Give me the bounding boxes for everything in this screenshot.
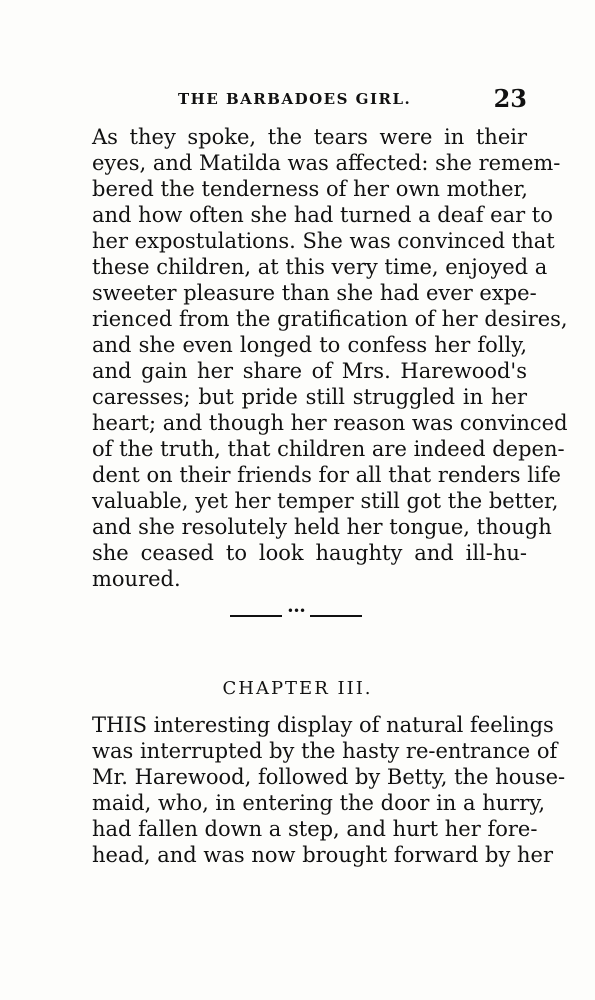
text-line: sweeter pleasure than she had ever expe- bbox=[92, 281, 537, 305]
text-line: caresses; but pride still struggled in her bbox=[92, 385, 527, 409]
ornament-dots: ••• bbox=[286, 604, 306, 618]
text-line: and how often she had turned a deaf ear to bbox=[92, 203, 553, 227]
text-line: heart; and though her reason was convinced bbox=[92, 411, 568, 435]
text-line: THIS interesting display of natural feelings bbox=[92, 713, 554, 737]
section-ornament bbox=[230, 604, 362, 622]
text-line: her expostulations. She was convinced that bbox=[92, 229, 555, 253]
text-line: head, and was now brought forward by her bbox=[92, 843, 554, 867]
text-line: and she resolutely held her tongue, though bbox=[92, 515, 552, 539]
text-line: valuable, yet her temper still got the better, bbox=[92, 489, 559, 513]
running-head bbox=[92, 84, 527, 116]
text-line: bered the tenderness of her own mother, bbox=[92, 177, 528, 201]
running-title: THE BARBADOES GIRL. bbox=[178, 90, 412, 108]
text-line: was interrupted by the hasty re-entrance of bbox=[92, 739, 558, 763]
ornament-rule-left bbox=[230, 615, 282, 617]
text-line: and she even longed to confess her folly, bbox=[92, 333, 527, 357]
text-line: As they spoke, the tears were in their bbox=[92, 125, 527, 149]
text-line: of the truth, that children are indeed depen- bbox=[92, 437, 565, 461]
text-line: dent on their friends for all that renders life bbox=[92, 463, 561, 487]
text-line: moured. bbox=[92, 567, 181, 591]
ornament-rule-right bbox=[310, 615, 362, 617]
text-line: eyes, and Matilda was affected: she remem- bbox=[92, 151, 561, 175]
chapter-heading: CHAPTER III. bbox=[222, 678, 373, 699]
text-line: these children, at this very time, enjoyed a bbox=[92, 255, 548, 279]
text-line: Mr. Harewood, followed by Betty, the house- bbox=[92, 765, 566, 789]
page-number: 23 bbox=[493, 84, 527, 113]
text-line: had fallen down a step, and hurt her fore- bbox=[92, 817, 538, 841]
text-line: and gain her share of Mrs. Harewood's bbox=[92, 359, 527, 383]
text-line: she ceased to look haughty and ill-hu- bbox=[92, 541, 527, 565]
text-line: rienced from the gratification of her desires, bbox=[92, 307, 568, 331]
text-line: maid, who, in entering the door in a hurry, bbox=[92, 791, 546, 815]
